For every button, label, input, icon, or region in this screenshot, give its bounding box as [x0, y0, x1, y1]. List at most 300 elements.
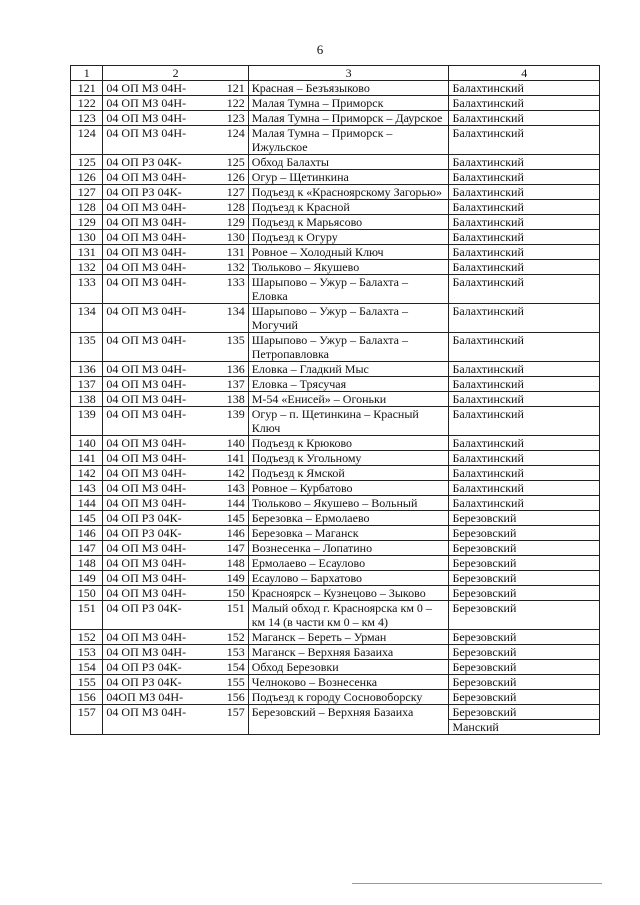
- district-name: Балахтинский: [452, 126, 524, 140]
- road-code: [103, 556, 248, 571]
- road-code-prefix: 04 ОП МЗ 04Н-: [106, 481, 187, 495]
- district-name: Балахтинский: [452, 170, 524, 184]
- road-code-number: 127: [226, 185, 245, 199]
- table-row: [71, 377, 600, 392]
- district: [449, 511, 600, 526]
- road-code-number: 153: [226, 645, 245, 659]
- road-code-number: 149: [226, 571, 245, 585]
- road-code-prefix: 04 ОП МЗ 04Н-: [106, 451, 187, 465]
- road-code-number: 152: [226, 630, 245, 644]
- road-name: Березовка – Маганск: [248, 526, 449, 541]
- road-code: [103, 466, 248, 481]
- road-code: [103, 571, 248, 586]
- road-code: [103, 511, 248, 526]
- road-code-prefix: 04 ОП МЗ 04Н-: [106, 245, 187, 259]
- road-code-prefix: 04 ОП РЗ 04К-: [106, 185, 182, 199]
- district: [449, 496, 600, 511]
- district-name: Балахтинский: [452, 230, 524, 244]
- road-name: Подъезд к городу Сосновоборску: [248, 690, 449, 705]
- district: [449, 690, 600, 705]
- road-code-number: 136: [226, 362, 245, 376]
- road-code: [103, 185, 248, 200]
- road-code: [103, 705, 248, 735]
- table-row: [71, 705, 600, 735]
- district: [449, 451, 600, 466]
- district-name: Балахтинский: [452, 304, 524, 318]
- district: [449, 275, 600, 304]
- table-row: [71, 645, 600, 660]
- row-number: 137: [71, 377, 103, 392]
- table-row: [71, 362, 600, 377]
- road-code-prefix: 04 ОП МЗ 04Н-: [106, 496, 187, 510]
- district: [449, 245, 600, 260]
- row-number: 155: [71, 675, 103, 690]
- district-name: Балахтинский: [452, 215, 524, 229]
- row-number: 130: [71, 230, 103, 245]
- table-row: [71, 260, 600, 275]
- road-code-number: 134: [226, 304, 245, 318]
- header-col-2: 2: [103, 66, 248, 81]
- road-code-prefix: 04 ОП МЗ 04Н-: [106, 377, 187, 391]
- road-code-prefix: 04 ОП МЗ 04Н-: [106, 200, 187, 214]
- road-code-prefix: 04 ОП МЗ 04Н-: [106, 392, 187, 406]
- road-code-prefix: 04 ОП МЗ 04Н-: [106, 630, 187, 644]
- road-name: Ермолаево – Есаулово: [248, 556, 449, 571]
- road-code-prefix: 04 ОП МЗ 04Н-: [106, 362, 187, 376]
- district-name: Балахтинский: [452, 96, 524, 110]
- table-row: [71, 81, 600, 96]
- district: [449, 407, 600, 436]
- district: [449, 111, 600, 126]
- road-name: Еловка – Гладкий Мыс: [248, 362, 449, 377]
- district-name-secondary: Манский: [449, 719, 599, 734]
- road-name: Красная – Безъязыково: [248, 81, 449, 96]
- district-name: Березовский: [452, 601, 517, 615]
- table-row: [71, 436, 600, 451]
- district: [449, 170, 600, 185]
- district: [449, 200, 600, 215]
- road-code-number: 156: [226, 690, 245, 704]
- road-code: [103, 436, 248, 451]
- road-name: Березовский – Верхняя Базаиха: [248, 705, 449, 735]
- road-name: Подъезд к Красной: [248, 200, 449, 215]
- road-name: Маганск – Береть – Урман: [248, 630, 449, 645]
- row-number: 146: [71, 526, 103, 541]
- road-code: [103, 645, 248, 660]
- row-number: 150: [71, 586, 103, 601]
- district: [449, 215, 600, 230]
- district: [449, 466, 600, 481]
- district-name: Балахтинский: [452, 407, 524, 421]
- row-number: 153: [71, 645, 103, 660]
- district: [449, 185, 600, 200]
- row-number: 124: [71, 126, 103, 155]
- header-col-4: 4: [449, 66, 600, 81]
- district: [449, 436, 600, 451]
- table-row: [71, 586, 600, 601]
- road-code-number: 129: [226, 215, 245, 229]
- road-code-prefix: 04 ОП МЗ 04Н-: [106, 556, 187, 570]
- district-name: Березовский: [452, 586, 517, 600]
- road-name: Подъезд к «Красноярскому Загорью»: [248, 185, 449, 200]
- district-name: Березовский: [452, 541, 517, 555]
- road-code-prefix: 04 ОП МЗ 04Н-: [106, 705, 187, 719]
- road-code-prefix: 04ОП МЗ 04Н-: [106, 690, 184, 704]
- row-number: 147: [71, 541, 103, 556]
- district: [449, 333, 600, 362]
- road-name: Маганск – Верхняя Базаиха: [248, 645, 449, 660]
- road-name: Подъезд к Огуру: [248, 230, 449, 245]
- road-name: М-54 «Енисей» – Огоньки: [248, 392, 449, 407]
- district-name: Балахтинский: [452, 362, 524, 376]
- row-number: 154: [71, 660, 103, 675]
- row-number: 139: [71, 407, 103, 436]
- road-name: Малая Тумна – Приморск: [248, 96, 449, 111]
- district: [449, 377, 600, 392]
- table-row: [71, 496, 600, 511]
- road-code: [103, 496, 248, 511]
- road-code-number: 135: [226, 333, 245, 347]
- road-code-number: 139: [226, 407, 245, 421]
- row-number: 156: [71, 690, 103, 705]
- district: [449, 260, 600, 275]
- district-name: Балахтинский: [452, 111, 524, 125]
- road-code: [103, 81, 248, 96]
- header-col-1: 1: [71, 66, 103, 81]
- district-name: Балахтинский: [452, 466, 524, 480]
- district-name: Балахтинский: [452, 481, 524, 495]
- road-code: [103, 111, 248, 126]
- row-number: 157: [71, 705, 103, 735]
- road-name: Тюльково – Якушево – Вольный: [248, 496, 449, 511]
- road-code-number: 144: [226, 496, 245, 510]
- road-code-prefix: 04 ОП МЗ 04Н-: [106, 586, 187, 600]
- table-row: [71, 333, 600, 362]
- road-name: Подъезд к Марьясово: [248, 215, 449, 230]
- row-number: 138: [71, 392, 103, 407]
- district-name: Березовский: [452, 630, 517, 644]
- district: [449, 96, 600, 111]
- road-code-number: 151: [226, 601, 245, 615]
- district-name: Балахтинский: [452, 155, 524, 169]
- road-name: Обход Балахты: [248, 155, 449, 170]
- district: [449, 155, 600, 170]
- row-number: 136: [71, 362, 103, 377]
- road-code: [103, 333, 248, 362]
- road-name: Малый обход г. Красноярска км 0 – км 14 (в части км 0 – км 4): [248, 601, 449, 630]
- road-code-number: 126: [226, 170, 245, 184]
- road-name: Красноярск – Кузнецово – Зыково: [248, 586, 449, 601]
- road-code: [103, 155, 248, 170]
- road-code: [103, 541, 248, 556]
- district-name: Балахтинский: [452, 81, 524, 95]
- district-name: Березовский: [452, 690, 517, 704]
- row-number: 149: [71, 571, 103, 586]
- table-row: [71, 660, 600, 675]
- road-name: Огур – Щетинкина: [248, 170, 449, 185]
- road-code-prefix: 04 ОП МЗ 04Н-: [106, 170, 187, 184]
- district-name: Балахтинский: [452, 377, 524, 391]
- road-code-prefix: 04 ОП МЗ 04Н-: [106, 645, 187, 659]
- road-code-prefix: 04 ОП МЗ 04Н-: [106, 466, 187, 480]
- row-number: 133: [71, 275, 103, 304]
- district: [449, 81, 600, 96]
- road-code-number: 157: [226, 705, 245, 719]
- road-name: Огур – п. Щетинкина – Красный Ключ: [248, 407, 449, 436]
- table-row: [71, 200, 600, 215]
- road-code-number: 125: [226, 155, 245, 169]
- row-number: 140: [71, 436, 103, 451]
- row-number: 148: [71, 556, 103, 571]
- row-number: 131: [71, 245, 103, 260]
- road-code-number: 150: [226, 586, 245, 600]
- road-code-number: 145: [226, 511, 245, 525]
- road-name: Еловка – Трясучая: [248, 377, 449, 392]
- road-code-number: 137: [226, 377, 245, 391]
- table-row: [71, 230, 600, 245]
- road-code-number: 124: [226, 126, 245, 140]
- road-code-prefix: 04 ОП МЗ 04Н-: [106, 333, 187, 347]
- row-number: 128: [71, 200, 103, 215]
- road-name: Шарыпово – Ужур – Балахта – Могучий: [248, 304, 449, 333]
- district: [449, 392, 600, 407]
- road-code-number: 132: [226, 260, 245, 274]
- road-code-number: 154: [226, 660, 245, 674]
- road-code-prefix: 04 ОП РЗ 04К-: [106, 155, 182, 169]
- road-code: [103, 526, 248, 541]
- road-name: Подъезд к Ямской: [248, 466, 449, 481]
- district: [449, 586, 600, 601]
- road-name: Ровное – Холодный Ключ: [248, 245, 449, 260]
- road-code: [103, 260, 248, 275]
- table-row: [71, 466, 600, 481]
- road-code-number: 143: [226, 481, 245, 495]
- district-name: Балахтинский: [452, 392, 524, 406]
- road-code-number: 122: [226, 96, 245, 110]
- row-number: 142: [71, 466, 103, 481]
- road-code-number: 155: [226, 675, 245, 689]
- road-code-number: 141: [226, 451, 245, 465]
- road-code-prefix: 04 ОП РЗ 04К-: [106, 511, 182, 525]
- district-name: Балахтинский: [452, 275, 524, 289]
- row-number: 134: [71, 304, 103, 333]
- row-number: 144: [71, 496, 103, 511]
- road-code: [103, 126, 248, 155]
- district: [449, 304, 600, 333]
- road-code-prefix: 04 ОП РЗ 04К-: [106, 660, 182, 674]
- road-code-number: 147: [226, 541, 245, 555]
- table-row: [71, 601, 600, 630]
- road-code: [103, 377, 248, 392]
- row-number: 126: [71, 170, 103, 185]
- road-code-prefix: 04 ОП МЗ 04Н-: [106, 275, 187, 289]
- road-code: [103, 690, 248, 705]
- table-row: [71, 690, 600, 705]
- table-row: [71, 111, 600, 126]
- road-code-number: 140: [226, 436, 245, 450]
- district: [449, 660, 600, 675]
- table-row: [71, 185, 600, 200]
- district-name: Березовский: [452, 571, 517, 585]
- road-code-number: 138: [226, 392, 245, 406]
- road-code-number: 121: [226, 81, 245, 95]
- road-code-prefix: 04 ОП МЗ 04Н-: [106, 126, 187, 140]
- road-code: [103, 170, 248, 185]
- road-code-prefix: 04 ОП МЗ 04Н-: [106, 215, 187, 229]
- road-code-prefix: 04 ОП МЗ 04Н-: [106, 81, 187, 95]
- table-row: [71, 407, 600, 436]
- row-number: 152: [71, 630, 103, 645]
- district: [449, 230, 600, 245]
- district-name: Березовский: [452, 526, 517, 540]
- road-code-number: 133: [226, 275, 245, 289]
- road-code: [103, 660, 248, 675]
- road-code: [103, 215, 248, 230]
- district: [449, 481, 600, 496]
- road-name: Ровное – Курбатово: [248, 481, 449, 496]
- road-name: Подъезд к Крюково: [248, 436, 449, 451]
- road-code-prefix: 04 ОП МЗ 04Н-: [106, 436, 187, 450]
- road-code-number: 142: [226, 466, 245, 480]
- road-code-prefix: 04 ОП МЗ 04Н-: [106, 304, 187, 318]
- district: [449, 541, 600, 556]
- district-name: Березовский: [452, 645, 517, 659]
- table-row: [71, 675, 600, 690]
- district: [449, 645, 600, 660]
- row-number: 123: [71, 111, 103, 126]
- district: [449, 705, 600, 735]
- road-code-prefix: 04 ОП МЗ 04Н-: [106, 230, 187, 244]
- row-number: 145: [71, 511, 103, 526]
- district-name: Балахтинский: [452, 185, 524, 199]
- road-code-prefix: 04 ОП МЗ 04Н-: [106, 260, 187, 274]
- road-code-number: 131: [226, 245, 245, 259]
- row-number: 143: [71, 481, 103, 496]
- road-code-prefix: 04 ОП РЗ 04К-: [106, 526, 182, 540]
- road-code: [103, 407, 248, 436]
- district: [449, 126, 600, 155]
- table-row: [71, 170, 600, 185]
- row-number: 135: [71, 333, 103, 362]
- road-code-number: 128: [226, 200, 245, 214]
- road-code: [103, 245, 248, 260]
- road-code: [103, 392, 248, 407]
- roads-table: [70, 65, 600, 735]
- road-code-prefix: 04 ОП РЗ 04К-: [106, 675, 182, 689]
- road-code: [103, 481, 248, 496]
- district: [449, 556, 600, 571]
- road-name: Шарыпово – Ужур – Балахта – Еловка: [248, 275, 449, 304]
- road-code: [103, 96, 248, 111]
- row-number: 122: [71, 96, 103, 111]
- row-number: 127: [71, 185, 103, 200]
- district: [449, 675, 600, 690]
- table-row: [71, 304, 600, 333]
- table-row: [71, 630, 600, 645]
- table-row: [71, 215, 600, 230]
- road-code-prefix: 04 ОП МЗ 04Н-: [106, 541, 187, 555]
- road-code-number: 146: [226, 526, 245, 540]
- road-code-prefix: 04 ОП МЗ 04Н-: [106, 111, 187, 125]
- road-name: Березовка – Ермолаево: [248, 511, 449, 526]
- district-name: Березовский: [452, 675, 517, 689]
- row-number: 121: [71, 81, 103, 96]
- road-code: [103, 304, 248, 333]
- district-name: Балахтинский: [452, 245, 524, 259]
- district: [449, 630, 600, 645]
- road-code: [103, 586, 248, 601]
- table-row: [71, 526, 600, 541]
- table-row: [71, 511, 600, 526]
- district: [449, 571, 600, 586]
- table-row: [71, 155, 600, 170]
- table-header-row: [71, 66, 600, 81]
- table-row: [71, 481, 600, 496]
- district: [449, 526, 600, 541]
- road-name: Тюльково – Якушево: [248, 260, 449, 275]
- road-name: Шарыпово – Ужур – Балахта – Петропавловка: [248, 333, 449, 362]
- road-name: Обход Березовки: [248, 660, 449, 675]
- road-code: [103, 200, 248, 215]
- row-number: 125: [71, 155, 103, 170]
- road-code-number: 123: [226, 111, 245, 125]
- district-name: Балахтинский: [452, 436, 524, 450]
- district-name: Балахтинский: [452, 200, 524, 214]
- road-code: [103, 630, 248, 645]
- road-code: [103, 362, 248, 377]
- table-row: [71, 392, 600, 407]
- road-name: Есаулово – Бархатово: [248, 571, 449, 586]
- table-row: [71, 96, 600, 111]
- road-name: Малая Тумна – Приморск – Даурское: [248, 111, 449, 126]
- header-col-3: 3: [248, 66, 449, 81]
- road-code-prefix: 04 ОП РЗ 04К-: [106, 601, 182, 615]
- table-row: [71, 451, 600, 466]
- bottom-rule: [352, 883, 602, 884]
- row-number: 132: [71, 260, 103, 275]
- road-code-number: 130: [226, 230, 245, 244]
- district-name: Балахтинский: [452, 496, 524, 510]
- row-number: 129: [71, 215, 103, 230]
- road-code-prefix: 04 ОП МЗ 04Н-: [106, 96, 187, 110]
- road-name: Челноково – Вознесенка: [248, 675, 449, 690]
- table-row: [71, 571, 600, 586]
- table-row: [71, 541, 600, 556]
- road-name: Подъезд к Угольному: [248, 451, 449, 466]
- district: [449, 362, 600, 377]
- table-row: [71, 245, 600, 260]
- page-number: 6: [316, 42, 324, 57]
- district: [449, 601, 600, 630]
- district-name: Березовский: [452, 556, 517, 570]
- road-code: [103, 601, 248, 630]
- road-name: Вознесенка – Лопатино: [248, 541, 449, 556]
- district-name: Березовский: [452, 705, 517, 719]
- road-code: [103, 675, 248, 690]
- road-name: Малая Тумна – Приморск – Ижульское: [248, 126, 449, 155]
- road-code: [103, 451, 248, 466]
- district-name: Балахтинский: [452, 333, 524, 347]
- row-number: 141: [71, 451, 103, 466]
- district-name: Балахтинский: [452, 260, 524, 274]
- table-row: [71, 126, 600, 155]
- road-code-number: 148: [226, 556, 245, 570]
- row-number: 151: [71, 601, 103, 630]
- road-code-prefix: 04 ОП МЗ 04Н-: [106, 571, 187, 585]
- district-name: Березовский: [452, 511, 517, 525]
- table-row: [71, 556, 600, 571]
- district-name: Балахтинский: [452, 451, 524, 465]
